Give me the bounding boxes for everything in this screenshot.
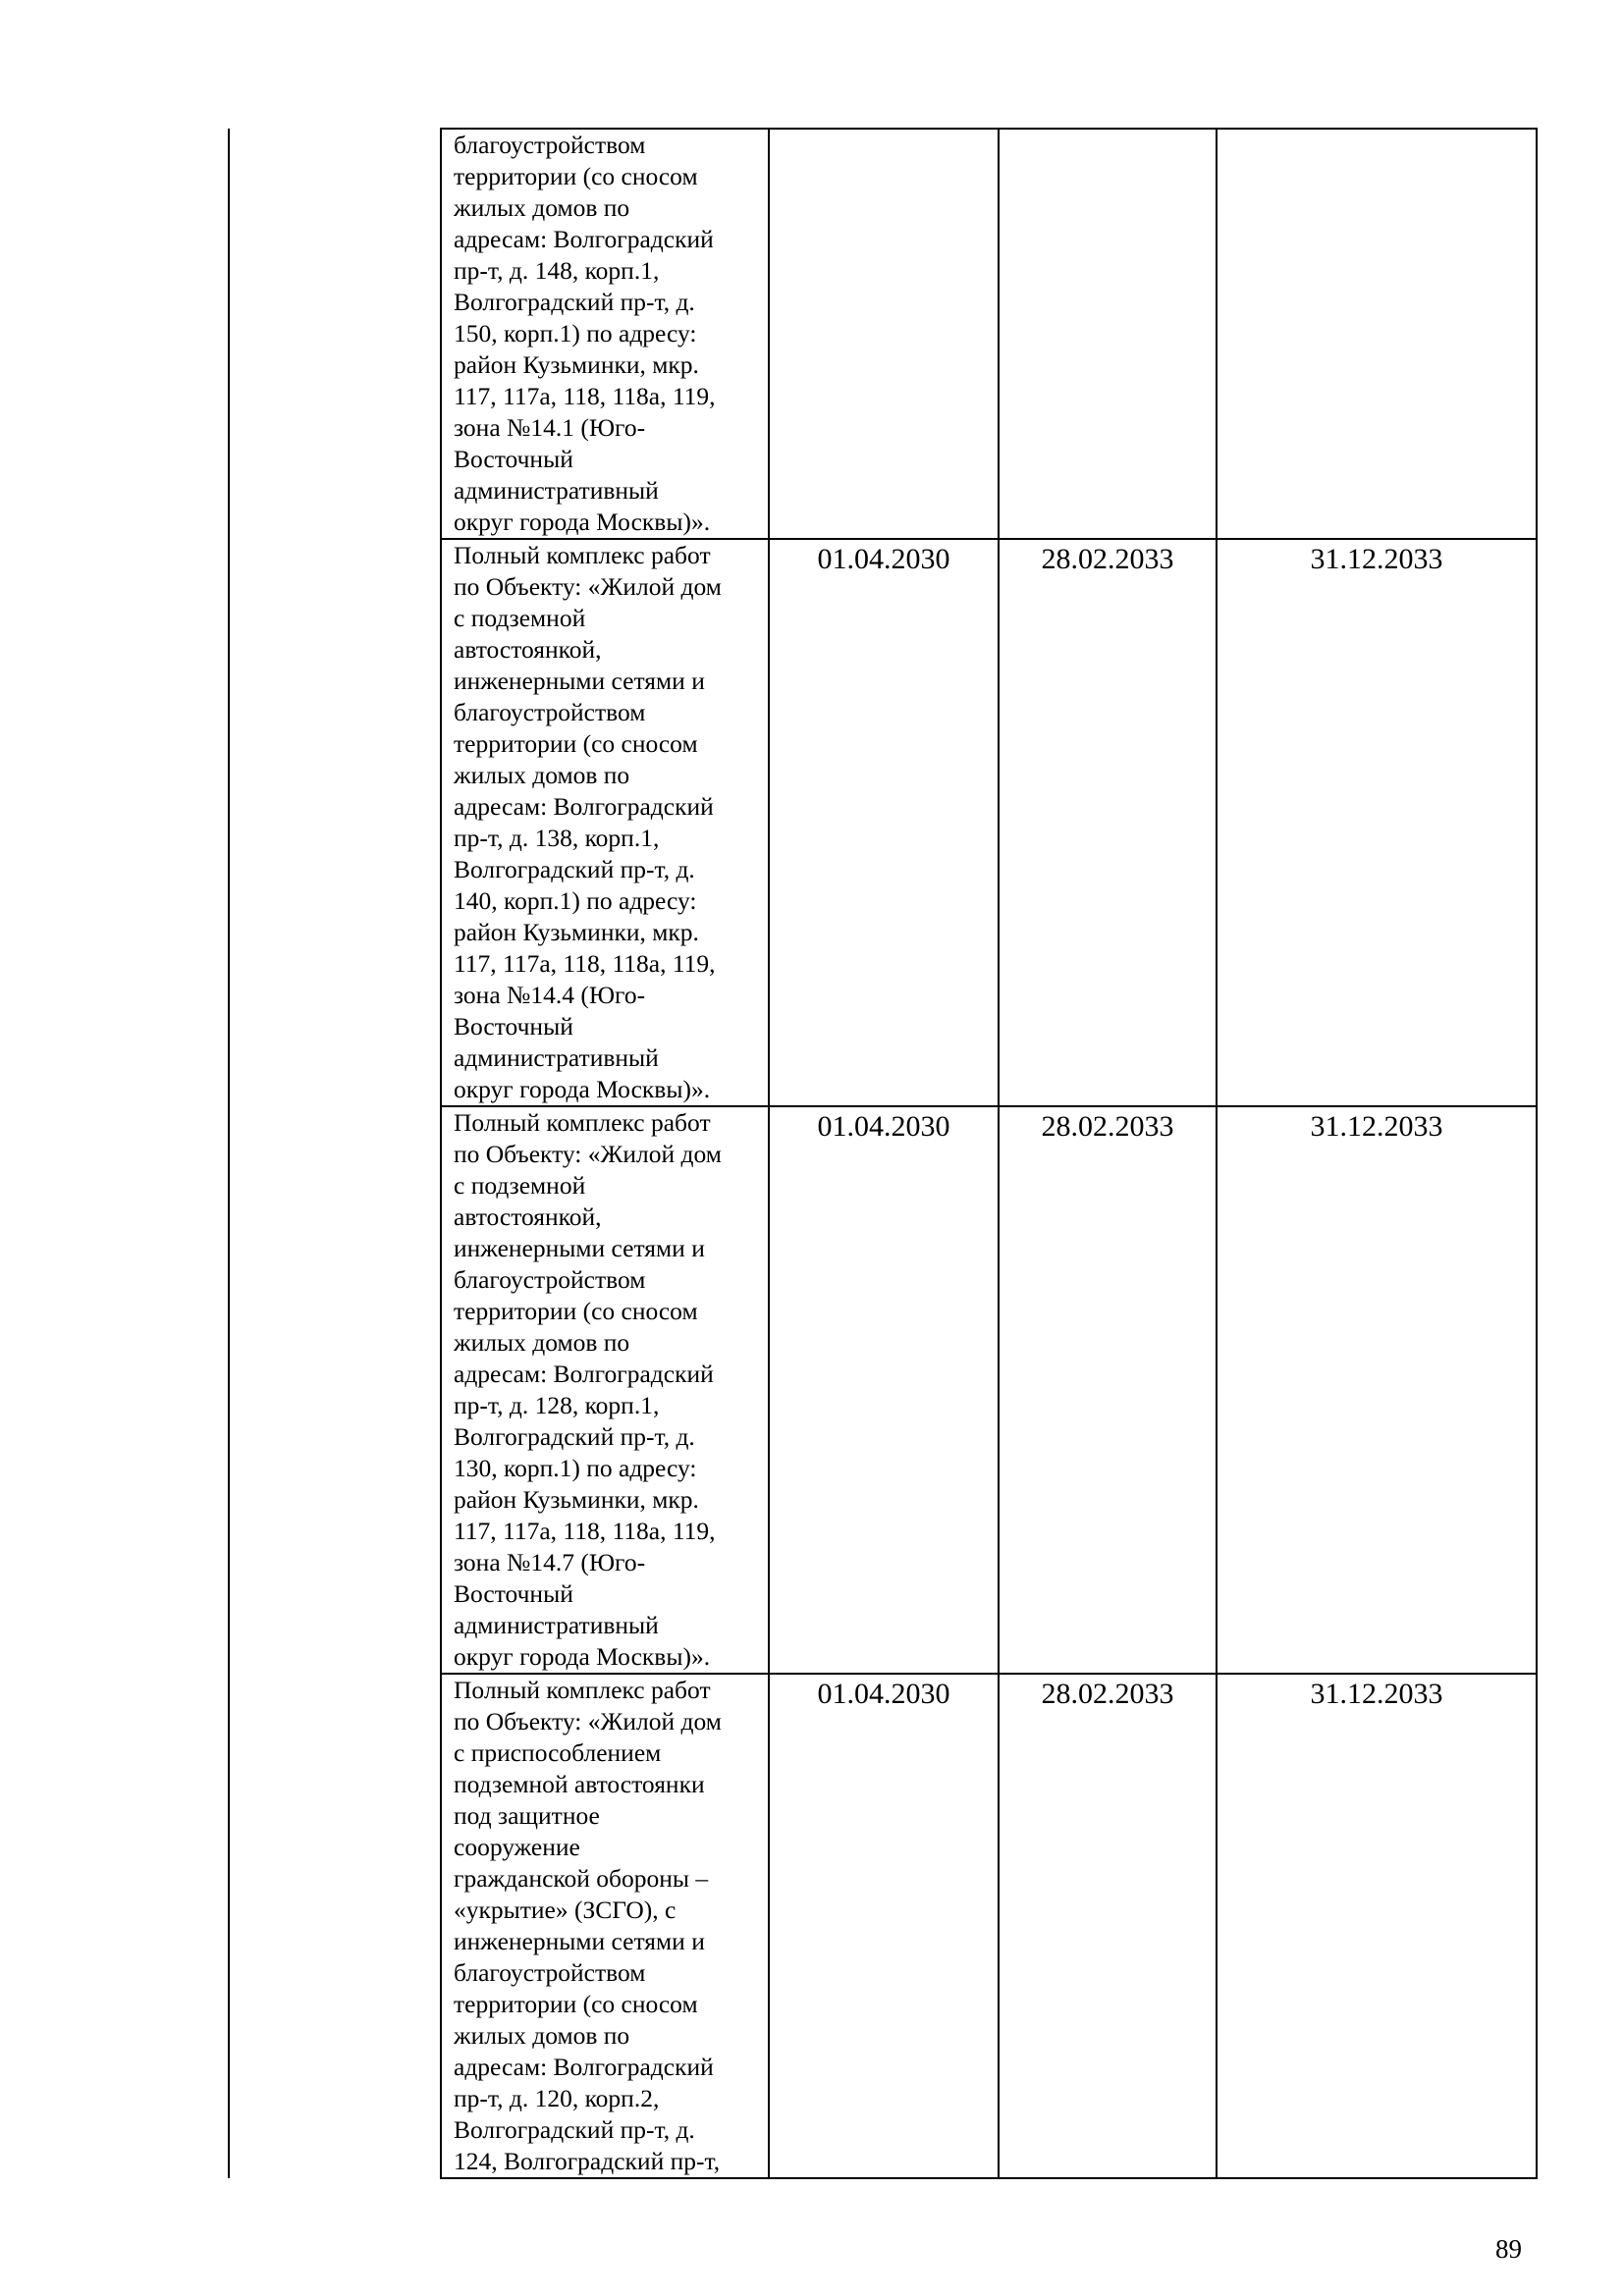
start-date-cell: 01.04.2030 [769,539,999,1106]
start-date-cell [769,129,999,539]
schedule-table [228,128,1538,2179]
end-date-cell [999,129,1217,539]
table-row [229,129,1537,539]
page-number: 89 [1495,2234,1522,2264]
final-date-cell [1217,129,1537,539]
empty-left-column [229,129,441,2178]
description-cell: благоустройством территории (со сносом жилых домов по адресам: Волгоградский пр-т, д. 148, корп.1, Волгоградский пр-т, д. 150, корп.1) по адресу: район Кузьминки, мкр. 117, 117а, 118, 118а, 119, зона №14.1 (Юго- Восточный административный округ города Москвы)». [441,129,769,539]
start-date-cell: 01.04.2030 [769,1674,999,2178]
final-date-cell: 31.12.2033 [1217,1674,1537,2178]
description-cell: Полный комплекс работ по Объекту: «Жилой дом с подземной автостоянкой, инженерными сетями и благоустройством территории (со сносом жилых домов по адресам: Волгоградский пр-т, д. 138, корп.1, Волгоградский пр-т, д. 140, корп.1) по адресу: район Кузьминки, мкр. 117, 117а, 118, 118а, 119, зона №14.4 (Юго- Восточный административный округ города Москвы)». [441,539,769,1106]
end-date-cell: 28.02.2033 [999,1106,1217,1674]
end-date-cell: 28.02.2033 [999,1674,1217,2178]
start-date-cell: 01.04.2030 [769,1106,999,1674]
description-cell: Полный комплекс работ по Объекту: «Жилой дом с приспособлением подземной автостоянки под защитное сооружение гражданской обороны – «укрытие» (ЗСГО), с инженерными сетями и благоустройством территории (со сносом жилых домов по адресам: Волгоградский пр-т, д. 120, корп.2, Волгоградский пр-т, д. 124, Волгоградский пр-т, [441,1674,769,2178]
final-date-cell: 31.12.2033 [1217,539,1537,1106]
end-date-cell: 28.02.2033 [999,539,1217,1106]
description-cell: Полный комплекс работ по Объекту: «Жилой дом с подземной автостоянкой, инженерными сетями и благоустройством территории (со сносом жилых домов по адресам: Волгоградский пр-т, д. 128, корп.1, Волгоградский пр-т, д. 130, корп.1) по адресу: район Кузьминки, мкр. 117, 117а, 118, 118а, 119, зона №14.7 (Юго- Восточный административный округ города Москвы)». [441,1106,769,1674]
final-date-cell: 31.12.2033 [1217,1106,1537,1674]
